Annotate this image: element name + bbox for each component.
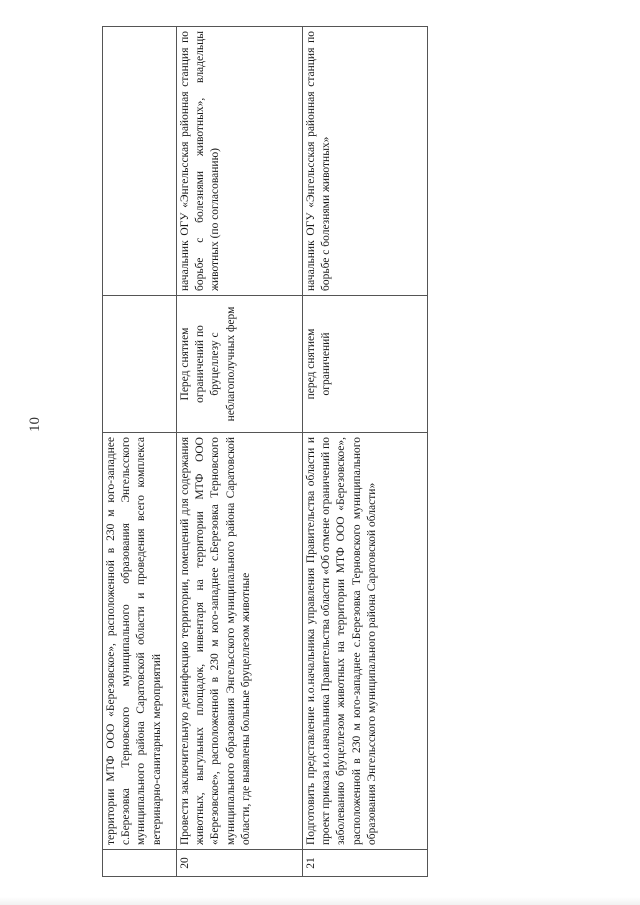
table-row: [177, 27, 303, 877]
term-cell: перед снятием ограничений: [303, 296, 428, 433]
term-cell: Перед снятием ограничений по бруцеллезу с неблагополучных ферм: [177, 296, 303, 433]
page-number: 10: [27, 417, 43, 432]
responsible-cell: начальник ОГУ «Энгельсская районная станция по борьбе с болезнями животных», владельцы животных (по согласованию): [177, 27, 303, 296]
scan-bottom-edge: [0, 897, 640, 905]
table-row: [303, 27, 428, 877]
action-cell: территории МТФ ООО «Березовское», расположенной в 230 м юго-западнее с.Березовка Терновского муниципального образования Энгельсского муниципального района Саратовской области и проведения всего комплекса ветеринарно-санитарных мероприятий: [103, 433, 177, 850]
term-cell: [103, 296, 177, 433]
measures-table-container: [102, 31, 427, 877]
row-number-cell: 21: [303, 850, 428, 877]
row-number-cell: [103, 850, 177, 877]
measures-table: [102, 26, 428, 877]
responsible-cell: [103, 27, 177, 296]
table-row: [103, 27, 177, 877]
row-number-cell: 20: [177, 850, 303, 877]
action-cell: Подготовить представление и.о.начальника управления Правительства области и проект приказа и.о.начальника Правительства области «Об отмене ограничений по заболеванию бруцеллезом животных на территории МТФ ООО «Березовское», расположенной в 230 м юго-западнее с.Березовка Терновского муниципального образования Энгельсского муниципального района Саратовской области»: [303, 433, 428, 850]
action-cell: Провести заключительную дезинфекцию территории, помещений для содержания животных, выгульных площадок, инвентаря на территории МТФ ООО «Березовское», расположенной в 230 м юго-западнее с.Березовка Терновского муниципального образования Энгельсского муниципального района Саратовской области, где выявлены больные бруцеллезом животные: [177, 433, 303, 850]
responsible-cell: начальник ОГУ «Энгельсская районная станция по борьбе с болезнями животных»: [303, 27, 428, 296]
